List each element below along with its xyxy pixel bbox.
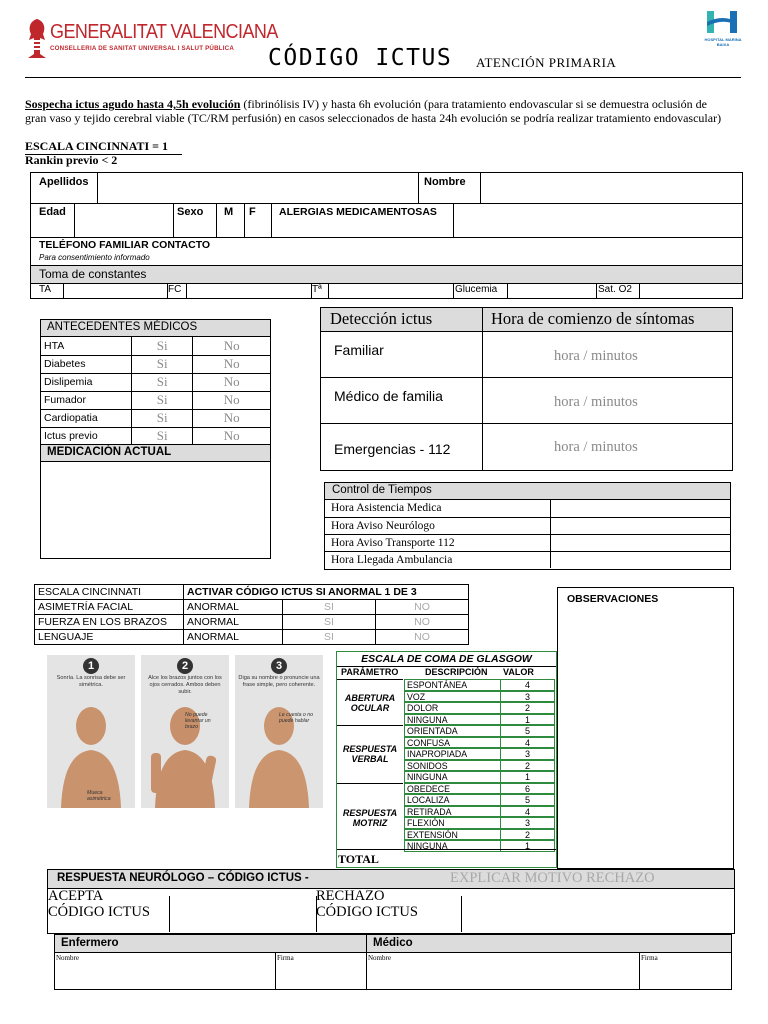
intro-text: (fibrinólisis IV) y hasta 6h evolución (para tratamiento endovascular si se demuestra oclusión de gran vaso y tejido cerebral viable (TC/RM perfusión) en casos seleccionados de hasta 24h evolución se podría realizar tratamiento endovascular) bbox=[25, 97, 722, 125]
org-name: GENERALITAT VALENCIANA bbox=[50, 21, 278, 43]
antecedente-no-option[interactable]: No bbox=[223, 374, 240, 389]
deteccion-title: Detección ictus bbox=[330, 309, 433, 328]
nombre-field[interactable] bbox=[480, 173, 743, 203]
step-number-badge: 1 bbox=[83, 658, 99, 674]
respuesta-title: RESPUESTA NEURÓLOGO – CÓDIGO ICTUS - bbox=[57, 872, 309, 884]
enfermero-nombre-field[interactable] bbox=[55, 953, 276, 989]
glasgow-description: DOLOR bbox=[404, 702, 500, 714]
constantes-row bbox=[31, 284, 742, 298]
tiempos-table bbox=[325, 500, 730, 568]
antecedente-si-option[interactable]: Si bbox=[132, 355, 193, 373]
glasgow-description: CONFUSA bbox=[404, 737, 500, 749]
acepta-label-2: CÓDIGO ICTUS bbox=[48, 904, 150, 920]
glasgow-group-label: RESPUESTA VERBAL bbox=[337, 725, 403, 783]
cincinnati-illustration bbox=[47, 655, 329, 808]
glasgow-value-option[interactable]: 6 bbox=[500, 783, 555, 795]
intro-paragraph bbox=[25, 97, 725, 125]
observaciones-title: OBSERVACIONES bbox=[567, 593, 659, 605]
tiempos-value-field[interactable] bbox=[551, 551, 731, 568]
apellidos-label: Apellidos bbox=[39, 176, 89, 188]
antecedente-no-option[interactable]: No bbox=[223, 410, 240, 425]
cincinnati-no-option[interactable]: NO bbox=[376, 615, 469, 630]
glasgow-description: OBEDECE bbox=[404, 783, 500, 795]
cincinnati-criteria: ESCALA CINCINNATI = 1 bbox=[25, 139, 182, 155]
glasgow-box bbox=[336, 651, 557, 868]
hora-sintomas-title: Hora de comienzo de síntomas bbox=[491, 309, 695, 328]
rankin-criteria: Rankin previo < 2 bbox=[25, 153, 118, 167]
antecedente-no-option[interactable]: No bbox=[223, 392, 240, 407]
glasgow-total-row bbox=[337, 849, 556, 868]
alergias-field[interactable] bbox=[453, 203, 743, 237]
tiempos-header bbox=[325, 483, 730, 500]
step-number-badge: 3 bbox=[271, 658, 287, 674]
glasgow-value-option[interactable]: 4 bbox=[500, 737, 555, 749]
antecedente-si-option[interactable]: Si bbox=[132, 391, 193, 409]
antecedente-row bbox=[41, 337, 270, 355]
antecedentes-box bbox=[40, 319, 271, 559]
fc-label: FC bbox=[168, 284, 182, 295]
glasgow-description: NINGUNA bbox=[404, 771, 500, 783]
medicacion-header bbox=[41, 444, 270, 462]
antecedentes-header bbox=[41, 320, 270, 337]
step-number-badge: 2 bbox=[177, 658, 193, 674]
antecedente-no-option[interactable]: No bbox=[223, 356, 240, 371]
hospital-logo bbox=[703, 8, 743, 48]
edad-label: Edad bbox=[39, 206, 66, 218]
patient-box bbox=[30, 172, 743, 299]
tiempos-box bbox=[324, 482, 731, 570]
medicacion-title: MEDICACIÓN ACTUAL bbox=[47, 446, 172, 458]
tiempos-row bbox=[325, 534, 730, 551]
rechazo-label-1: RECHAZO bbox=[316, 888, 385, 904]
antecedente-si-option[interactable]: Si bbox=[132, 427, 193, 445]
step-instruction: Alce los brazos juntos con los ojos cerrados. Ambos deben subir. bbox=[148, 675, 222, 695]
enfermero-firma-field[interactable] bbox=[276, 953, 366, 989]
rechazo-option[interactable] bbox=[316, 888, 456, 933]
cincinnati-panel bbox=[47, 655, 135, 808]
glasgow-value-option[interactable]: 2 bbox=[500, 829, 555, 841]
acepta-check-box[interactable] bbox=[169, 896, 317, 932]
glasgow-description: LOCALIZA bbox=[404, 794, 500, 806]
glasgow-value-option[interactable]: 3 bbox=[500, 691, 555, 703]
hora-medico-field[interactable]: hora / minutos bbox=[554, 394, 638, 410]
medico-firma-label: Firma bbox=[641, 954, 658, 962]
medico-nombre-field[interactable] bbox=[367, 953, 640, 989]
tiempos-label: Hora Aviso Neurólogo bbox=[325, 517, 551, 534]
glasgow-value-option[interactable]: 3 bbox=[500, 748, 555, 760]
antecedente-label: Dislipemia bbox=[41, 373, 132, 391]
glasgow-col-valor: VALOR bbox=[503, 667, 534, 677]
deteccion-box bbox=[320, 307, 733, 471]
medicacion-field[interactable] bbox=[41, 462, 270, 558]
medico-firma-field[interactable] bbox=[640, 953, 731, 989]
antecedente-row bbox=[41, 409, 270, 427]
acepta-label-1: ACEPTA bbox=[48, 888, 104, 904]
cincinnati-panel bbox=[235, 655, 323, 808]
glasgow-description: INAPROPIADA bbox=[404, 748, 500, 760]
cincinnati-sign: LENGUAJE bbox=[35, 630, 184, 645]
tiempos-row bbox=[325, 517, 730, 534]
cincinnati-no-option[interactable]: NO bbox=[376, 630, 469, 645]
ta-label: TA bbox=[39, 284, 52, 295]
antecedente-si-option[interactable]: Si bbox=[132, 373, 193, 391]
glasgow-total-label: TOTAL bbox=[338, 852, 379, 866]
deteccion-row-112 bbox=[321, 424, 732, 470]
glasgow-description: FLEXIÓN bbox=[404, 817, 500, 829]
constantes-header bbox=[31, 266, 742, 284]
cincinnati-sign: ASIMETRÍA FACIAL bbox=[35, 600, 184, 615]
bat-crest-icon bbox=[26, 18, 48, 60]
enfermero-nombre-label: Nombre bbox=[56, 954, 79, 962]
antecedente-label: HTA bbox=[41, 337, 132, 355]
sexo-m-option[interactable] bbox=[216, 203, 245, 237]
glasgow-group-label: RESPUESTA MOTRIZ bbox=[337, 783, 403, 852]
respuesta-header bbox=[48, 870, 734, 889]
hora-112-field[interactable]: hora / minutos bbox=[554, 439, 638, 455]
antecedente-label: Diabetes bbox=[41, 355, 132, 373]
cincinnati-row bbox=[35, 630, 469, 645]
cincinnati-sign: FUERZA EN LOS BRAZOS bbox=[35, 615, 184, 630]
antecedente-label: Cardiopatia bbox=[41, 409, 132, 427]
cincinnati-table bbox=[34, 584, 469, 645]
acepta-option[interactable] bbox=[48, 888, 167, 933]
glasgow-value-option[interactable]: 3 bbox=[500, 817, 555, 829]
antecedente-row bbox=[41, 391, 270, 409]
deteccion-label-112: Emergencias - 112 bbox=[334, 441, 451, 457]
glasgow-value-option[interactable]: 1 bbox=[500, 771, 555, 783]
glasgow-description: ORIENTADA bbox=[404, 725, 500, 737]
tiempos-title: Control de Tiempos bbox=[332, 484, 432, 496]
medico-title: Médico bbox=[373, 937, 413, 949]
deteccion-row-familiar bbox=[321, 332, 732, 378]
glasgow-group-label: ABERTURA OCULAR bbox=[337, 679, 403, 725]
glasgow-grid bbox=[337, 679, 556, 851]
glasgow-value-option[interactable]: 5 bbox=[500, 794, 555, 806]
header-rule bbox=[25, 77, 741, 78]
antecedente-row bbox=[41, 427, 270, 445]
deteccion-label-medico: Médico de familia bbox=[334, 388, 443, 404]
cincinnati-panel bbox=[141, 655, 229, 808]
tiempos-label: Hora Aviso Transporte 112 bbox=[325, 534, 551, 551]
antecedente-no-option[interactable]: No bbox=[223, 337, 240, 353]
step-note: Mueca asimétrica bbox=[87, 790, 111, 802]
cincinnati-abnormal: ANORMAL bbox=[184, 615, 283, 630]
step-note: No puede levantar un brazo bbox=[185, 712, 211, 730]
enfermero-title: Enfermero bbox=[61, 937, 119, 949]
sexo-m-label: M bbox=[224, 206, 234, 218]
cincinnati-header-row bbox=[35, 585, 469, 600]
deteccion-label-familiar: Familiar bbox=[334, 342, 384, 358]
telefono-field[interactable] bbox=[261, 237, 741, 265]
firmas-header bbox=[55, 935, 731, 953]
intro-bold: Sospecha ictus agudo hasta 4,5h evolución bbox=[25, 97, 241, 111]
step-instruction: Diga su nombre o pronuncie una frase simple, pero coherente. bbox=[238, 675, 320, 688]
apellidos-field[interactable] bbox=[97, 173, 419, 203]
cincinnati-row bbox=[35, 600, 469, 615]
rechazo-check-box[interactable] bbox=[461, 896, 735, 932]
antecedente-no-option[interactable]: No bbox=[223, 428, 240, 444]
cincinnati-abnormal: ANORMAL bbox=[184, 600, 283, 615]
tiempos-value-field[interactable] bbox=[551, 517, 731, 534]
glasgow-value-option[interactable]: 1 bbox=[500, 840, 555, 852]
org-subtitle: CONSELLERIA DE SANITAT UNIVERSAL I SALUT PÚBLICA bbox=[50, 45, 234, 52]
deteccion-row-medico bbox=[321, 378, 732, 424]
hora-familiar-field[interactable]: hora / minutos bbox=[554, 348, 638, 364]
antecedente-label: Ictus previo bbox=[41, 427, 132, 445]
antecedente-row bbox=[41, 355, 270, 373]
edad-field[interactable] bbox=[74, 203, 174, 237]
deteccion-header-2 bbox=[483, 308, 732, 332]
step-note: Le cuesta o no puede hablar bbox=[279, 712, 314, 724]
cincinnati-title: ESCALA CINCINNATI bbox=[35, 585, 184, 600]
observaciones-box[interactable] bbox=[557, 587, 734, 869]
constantes-title: Toma de constantes bbox=[39, 267, 147, 281]
tiempos-label: Hora Llegada Ambulancia bbox=[325, 551, 551, 568]
glasgow-value-option[interactable]: 2 bbox=[500, 760, 555, 772]
respuesta-box bbox=[47, 869, 735, 934]
cincinnati-no-option[interactable]: NO bbox=[376, 600, 469, 615]
glasgow-value-option[interactable]: 1 bbox=[500, 714, 555, 726]
tiempos-row bbox=[325, 551, 730, 568]
glasgow-description: VOZ bbox=[404, 691, 500, 703]
alergias-label: ALERGIAS MEDICAMENTOSAS bbox=[279, 206, 437, 218]
antecedente-row bbox=[41, 373, 270, 391]
glucemia-label: Glucemia bbox=[455, 284, 498, 295]
glasgow-description: NINGUNA bbox=[404, 714, 500, 726]
medico-nombre-label: Nombre bbox=[368, 954, 391, 962]
cincinnati-si-option[interactable]: SI bbox=[283, 600, 376, 615]
tiempos-value-field[interactable] bbox=[551, 500, 731, 517]
enfermero-firma-label: Firma bbox=[277, 954, 294, 962]
hospital-logo-text: HOSPITAL MARINA BAIXA bbox=[704, 37, 742, 47]
sat-label: Sat. O2 bbox=[598, 284, 632, 295]
temp-label: Tª bbox=[312, 284, 322, 295]
temp-field[interactable] bbox=[328, 284, 454, 298]
logo-generalitat bbox=[26, 18, 278, 60]
tiempos-label: Hora Asistencia Medica bbox=[325, 500, 551, 517]
ta-field[interactable] bbox=[63, 284, 168, 298]
tiempos-value-field[interactable] bbox=[551, 534, 731, 551]
glasgow-description: NINGUNA bbox=[404, 840, 500, 852]
antecedente-si-option[interactable]: Si bbox=[132, 409, 193, 427]
glasgow-description: EXTENSIÓN bbox=[404, 829, 500, 841]
cincinnati-row bbox=[35, 615, 469, 630]
fc-field[interactable] bbox=[186, 284, 312, 298]
cincinnati-abnormal: ANORMAL bbox=[184, 630, 283, 645]
page-title: CÓDIGO ICTUS bbox=[268, 45, 453, 71]
glasgow-value-option[interactable]: 5 bbox=[500, 725, 555, 737]
motivo-rechazo-field[interactable]: EXPLICAR MOTIVO RECHAZO bbox=[450, 870, 655, 886]
cincinnati-si-option[interactable]: SI bbox=[283, 615, 376, 630]
glasgow-description: ESPONTÁNEA bbox=[404, 679, 500, 691]
antecedente-label: Fumador bbox=[41, 391, 132, 409]
telefono-note: Para consentimiento informado bbox=[39, 253, 150, 262]
page-subtitle: ATENCIÓN PRIMARIA bbox=[476, 55, 617, 70]
cincinnati-activar: ACTIVAR CÓDIGO ICTUS SI ANORMAL 1 DE 3 bbox=[184, 585, 469, 600]
sat-field[interactable] bbox=[639, 284, 743, 298]
antecedentes-title: ANTECEDENTES MÉDICOS bbox=[47, 321, 198, 333]
glasgow-col-param: PARÁMETRO bbox=[341, 667, 399, 677]
sexo-f-option[interactable] bbox=[243, 203, 272, 237]
glasgow-value-option[interactable]: 2 bbox=[500, 702, 555, 714]
nombre-label: Nombre bbox=[424, 176, 466, 188]
antecedentes-table bbox=[41, 337, 270, 445]
rechazo-label-2: CÓDIGO ICTUS bbox=[316, 904, 418, 920]
glasgow-description: SONIDOS bbox=[404, 760, 500, 772]
cincinnati-si-option[interactable]: SI bbox=[283, 630, 376, 645]
deteccion-header-1 bbox=[321, 308, 483, 332]
sexo-f-label: F bbox=[249, 206, 256, 218]
tiempos-row bbox=[325, 500, 730, 517]
firmas-box bbox=[54, 934, 732, 990]
telefono-label: TELÉFONO FAMILIAR CONTACTO bbox=[39, 239, 211, 251]
glasgow-col-desc: DESCRIPCIÓN bbox=[425, 667, 488, 677]
glasgow-title: ESCALA DE COMA DE GLASGOW bbox=[361, 653, 532, 665]
glasgow-description: RETIRADA bbox=[404, 806, 500, 818]
sexo-label: Sexo bbox=[177, 206, 204, 218]
glasgow-value-option[interactable]: 4 bbox=[500, 806, 555, 818]
glasgow-value-option[interactable]: 4 bbox=[500, 679, 555, 691]
glucemia-field[interactable] bbox=[507, 284, 597, 298]
step-instruction: Sonría. La sonrisa debe ser simétrica. bbox=[56, 675, 126, 688]
antecedente-si-option[interactable]: Si bbox=[132, 337, 193, 355]
hospital-logo-icon bbox=[703, 8, 743, 38]
